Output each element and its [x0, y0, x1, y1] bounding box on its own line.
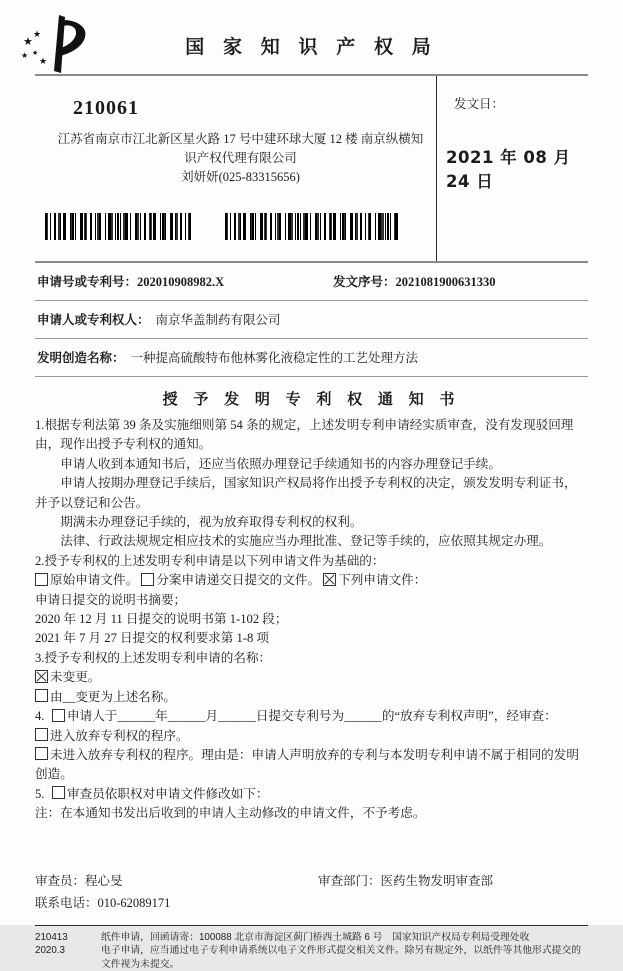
checkbox-abandon-declaration	[52, 709, 65, 722]
clause-3: 3.授予专利权的上述发明专利申请的名称：	[35, 650, 272, 665]
invention-name-row	[35, 339, 588, 377]
form-code-1: 210413	[35, 931, 68, 943]
serial-number-value: 2021081900631330	[395, 275, 496, 289]
clause-1-para-4: 期满未办理登记手续的，视为放弃取得专利权的权利。	[60, 515, 363, 530]
fine-print-line-2: 电子申请，应当通过电子专利申请系统以电子文件形式提交相关文件。除另有规定外，以纸件等其他形式提交的 文件视为未提交。	[101, 945, 582, 970]
clause-4	[35, 707, 588, 726]
applicant-row	[35, 301, 588, 339]
phone-label: 联系电话：	[35, 895, 98, 910]
document-header	[21, 12, 588, 66]
checkbox-divisional-documents-label: 分案申请递交日提交的文件。	[156, 573, 321, 588]
checkbox-not-entered-abandon-procedure	[35, 747, 48, 760]
notice-body	[35, 416, 588, 824]
svg-text:★: ★	[39, 56, 48, 66]
examiner-name: 程心旻	[85, 873, 123, 888]
agency-title: 国 家 知 识 产 权 局	[185, 37, 438, 58]
checkbox-entered-abandon-procedure-label: 进入放弃专利权的程序。	[50, 728, 189, 743]
invention-name-label: 发明创造名称：	[37, 351, 125, 365]
issue-date-block	[436, 76, 588, 261]
clause-2-checkboxes	[35, 571, 588, 590]
svg-text:★: ★	[23, 36, 33, 48]
checkbox-not-entered-abandon-procedure-label: 未进入放弃专利权的程序。理由是：申请人声明放弃的专利与本发明专利申请不属于相同的发明创造。	[35, 747, 579, 782]
checkbox-name-changed	[35, 689, 48, 702]
clause-5-number: 5.	[35, 786, 45, 801]
issue-date-value: 2021 年 08 月 24 日	[446, 148, 571, 191]
cnipa-logo-icon	[21, 12, 99, 78]
svg-text:★: ★	[21, 51, 29, 60]
application-number-value: 202010908982.X	[137, 275, 225, 289]
notice-title: 授 予 发 明 专 利 权 通 知 书	[162, 392, 461, 408]
application-number-row	[35, 263, 588, 301]
mailing-address	[35, 130, 436, 187]
clause-1: 1.根据专利法第 39 条及实施细则第 54 条的规定，上述发明专利申请经实质审查，没有发现驳回理由，现作出授予专利权的通知。	[35, 418, 574, 452]
notice-code: 210061	[73, 97, 139, 119]
clause-3-option-unchanged	[35, 668, 588, 687]
clause-1-para-2: 申请人收到本通知书后，还应当依照办理登记手续通知书的内容办理登记手续。	[60, 456, 501, 471]
clause-4-option-entered	[35, 727, 588, 746]
department-label: 审查部门：	[318, 873, 381, 888]
application-number-label: 申请号或专利号：	[37, 275, 138, 289]
checkbox-entered-abandon-procedure	[35, 728, 48, 741]
checkbox-original-documents-label: 原始申请文件。	[50, 573, 139, 588]
form-code-2: 2020.3	[35, 945, 65, 957]
clause-3-option-changed	[35, 688, 588, 707]
document-item-3: 2021 年 7 月 27 日提交的权利要求第 1-8 项	[35, 631, 270, 646]
barcode-group	[45, 213, 436, 240]
clause-5-text: 审查员依职权对申请文件修改如下：	[67, 786, 269, 801]
clause-1-para-5: 法律、行政法规规定相应技术的实施应当办理批准、登记等手续的，应依照其规定办理。	[60, 534, 552, 549]
clause-5	[35, 785, 588, 804]
checkbox-name-unchanged-label: 未变更。	[50, 670, 101, 685]
barcode-left	[45, 213, 195, 240]
address-line-2: 识产权代理有限公司	[184, 151, 297, 165]
phone-number: 010-62089171	[97, 895, 171, 910]
address-line-1: 江苏省南京市江北新区星火路 17 号中建环球大厦 12 楼 南京纵横知	[57, 132, 424, 146]
checkbox-name-changed-label: 由__变更为上述名称。	[50, 689, 176, 704]
checkbox-original-documents	[35, 573, 48, 586]
document-item-1: 申请日提交的说明书摘要；	[35, 592, 187, 607]
barcode-right	[225, 213, 400, 240]
checkbox-divisional-documents	[141, 573, 154, 586]
clause-4-option-not-entered	[35, 746, 588, 785]
issue-date-label: 发文日：	[454, 97, 505, 111]
fine-print-block	[35, 925, 588, 971]
checkbox-examiner-amendment	[52, 786, 65, 799]
fine-print-line-1: 纸件申请，回函请寄：100088 北京市海淀区蓟门桥西土城路 6 号 国家知识产权局专利局受理处收	[101, 931, 530, 943]
signature-block	[35, 870, 588, 914]
checkbox-name-unchanged	[35, 670, 48, 683]
examiner-label: 审查员：	[35, 873, 86, 888]
applicant-value: 南京华盖制药有限公司	[155, 313, 281, 327]
svg-text:★: ★	[33, 29, 42, 39]
address-line-3: 刘妍妍(025-83315656)	[181, 170, 300, 184]
applicant-label: 申请人或专利权人：	[37, 313, 150, 327]
svg-text:★: ★	[32, 49, 39, 57]
document-item-2: 2020 年 12 月 11 日提交的说明书第 1-102 段；	[35, 612, 288, 627]
clause-4-text: 申请人于______年______月______日提交专利号为______的“放弃专利权声明”，经审查：	[67, 709, 557, 724]
serial-number-label: 发文序号：	[333, 275, 396, 289]
clause-4-number: 4.	[35, 709, 45, 724]
checkbox-following-documents-label: 下列申请文件：	[338, 573, 427, 588]
addressee-block	[35, 76, 436, 261]
clause-1-para-3: 申请人按期办理登记手续后，国家知识产权局将作出授予专利权的决定，颁发发明专利证书，并予以登记和公告。	[35, 476, 577, 510]
department-name: 医药生物发明审查部	[380, 873, 494, 888]
checkbox-following-documents	[323, 573, 336, 586]
invention-name-value: 一种提高硫酸特布他林雾化液稳定性的工艺处理方法	[130, 351, 419, 365]
clause-2: 2.授予专利权的上述发明专利申请是以下列申请文件为基础的：	[35, 553, 385, 568]
note-line: 注：在本通知书发出后收到的申请人主动修改的申请文件，不予考虑。	[35, 806, 426, 821]
head-box	[35, 76, 588, 263]
